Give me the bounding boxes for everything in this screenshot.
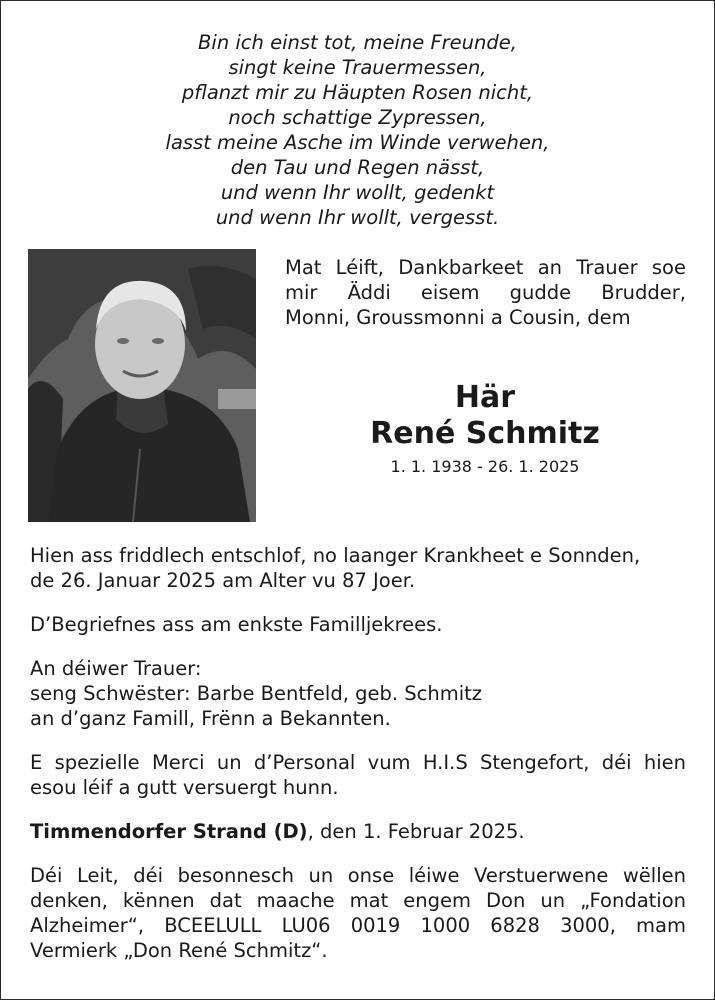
donation-line: Alzheimer“, BCEELULL LU06 0019 1000 6828 3000, mam: [30, 914, 686, 937]
thanks-line: esou léif a gutt versuergt hunn.: [30, 776, 339, 799]
intro-line: mir Äddi eisem gudde Brudder,: [285, 281, 686, 304]
poem-line: noch schattige Zypressen,: [228, 106, 487, 129]
poem-line: pflanzt mir zu Häupten Rosen nicht,: [181, 81, 534, 104]
intro-text: [285, 255, 686, 330]
poem-line: lasst meine Asche im Winde verwehen,: [165, 131, 550, 154]
intro-line: Mat Léift, Dankbarkeet an Trauer soe: [285, 256, 686, 279]
life-dates: 1. 1. 1938 - 26. 1. 2025: [390, 457, 580, 476]
donation-line: denken, kënnen dat maache mat engem Don un „Fondation: [30, 889, 686, 912]
poem-line: den Tau und Regen nässt,: [230, 156, 485, 179]
mourners-line: an d’ganz Famill, Frënn a Bekannten.: [30, 707, 391, 730]
poem-stanza: [0, 80, 715, 130]
deceased-name-block: [300, 380, 670, 452]
donation-line: Vermierk „Don René Schmitz“.: [30, 939, 328, 962]
poem-line: und wenn Ihr wollt, vergesst.: [215, 206, 500, 229]
funeral-line: D’Begriefnes ass am enkste Familljekrees.: [30, 613, 443, 636]
mourners-line: seng Schwëster: Barbe Bentfeld, geb. Schmitz: [30, 682, 482, 705]
thanks-line: E spezielle Merci un d’Personal vum H.I.S Stengefort, déi hien: [30, 751, 686, 774]
mourners-line: An déiwer Trauer:: [30, 657, 202, 680]
place-name: Timmendorfer Strand (D): [30, 820, 308, 843]
deceased-name: René Schmitz: [370, 416, 600, 451]
death-notice-line: Hien ass friddlech entschlof, no laanger Krankheet e Sonnden,: [30, 544, 641, 567]
intro-line: Monni, Groussmonni a Cousin, dem: [285, 306, 631, 329]
donation-line: Déi Leit, déi besonnesch un onse léiwe Verstuerwene wëllen: [30, 864, 686, 887]
poem-stanza: [0, 30, 715, 80]
poem: [0, 30, 715, 230]
place-date: , den 1. Februar 2025.: [307, 820, 525, 843]
portrait-photo: [28, 249, 256, 522]
poem-line: Bin ich einst tot, meine Freunde,: [198, 31, 517, 54]
poem-line: singt keine Trauermessen,: [228, 56, 487, 79]
death-notice-line: de 26. Januar 2025 am Alter vu 87 Joer.: [30, 569, 416, 592]
notice-body: [30, 543, 686, 963]
poem-stanza: [0, 130, 715, 180]
place-date-line: [30, 819, 686, 844]
poem-line: und wenn Ihr wollt, gedenkt: [220, 181, 495, 204]
poem-stanza: [0, 180, 715, 230]
honorific: Här: [454, 380, 516, 415]
